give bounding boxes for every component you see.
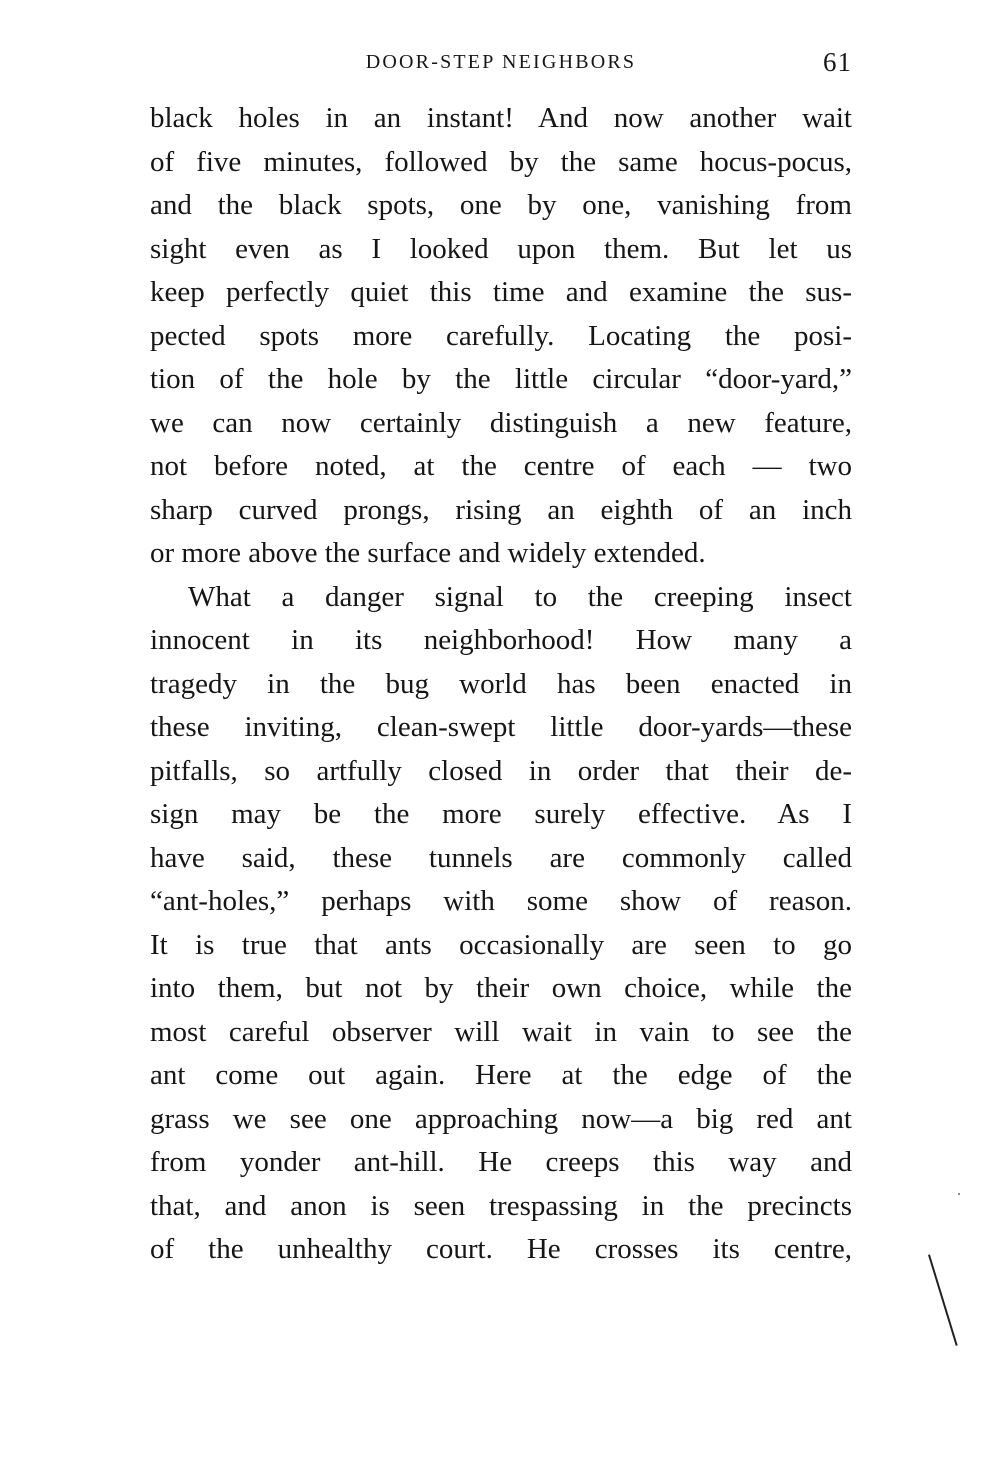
text-line: keep perfectly quiet this time and examine the sus- bbox=[150, 276, 852, 308]
text-line: most careful observer will wait in vain to see the bbox=[150, 1015, 852, 1048]
text-line: have said, these tunnels are commonly called bbox=[150, 841, 852, 874]
text-line: or more above the surface and widely extended. bbox=[150, 537, 706, 569]
running-head bbox=[150, 44, 852, 80]
text-line: black holes in an instant! And now another wait bbox=[150, 102, 852, 134]
text-line: innocent in its neighborhood! How many a bbox=[150, 624, 852, 656]
text-line: “ant-holes,” perhaps with some show of reason. bbox=[150, 885, 852, 917]
body-text bbox=[150, 97, 852, 1272]
text-line: pected spots more carefully. Locating the posi- bbox=[150, 319, 852, 352]
text-line: that, and anon is seen trespassing in the precincts bbox=[150, 1189, 852, 1222]
text-line: sight even as I looked upon them. But let us bbox=[150, 232, 852, 265]
scan-speck bbox=[958, 1193, 960, 1195]
text-line: tragedy in the bug world has been enacted in bbox=[150, 667, 852, 700]
paragraph-first-line: What a danger signal to the creeping insect bbox=[188, 580, 852, 613]
text-line: into them, but not by their own choice, while the bbox=[150, 972, 852, 1004]
text-line: It is true that ants occasionally are seen to go bbox=[150, 928, 852, 961]
text-line: tion of the hole by the little circular “door-yard,” bbox=[150, 363, 852, 395]
text-line: grass we see one approaching now—a big red ant bbox=[150, 1102, 852, 1135]
text-line: and the black spots, one by one, vanishing from bbox=[150, 189, 852, 221]
page-number: 61 bbox=[823, 47, 852, 77]
text-line: of five minutes, followed by the same hocus-pocus, bbox=[150, 145, 852, 178]
text-line: sharp curved prongs, rising an eighth of an inch bbox=[150, 493, 852, 526]
text-line: from yonder ant-hill. He creeps this way and bbox=[150, 1146, 852, 1178]
text-line: these inviting, clean-swept little door-yards—these bbox=[150, 711, 852, 743]
running-title: DOOR-STEP NEIGHBORS bbox=[365, 51, 637, 73]
text-line: of the unhealthy court. He crosses its centre, bbox=[150, 1233, 852, 1265]
text-line: we can now certainly distinguish a new feature, bbox=[150, 406, 852, 439]
text-line: ant come out again. Here at the edge of the bbox=[150, 1059, 852, 1091]
text-line: not before noted, at the centre of each — two bbox=[150, 450, 852, 482]
scan-margin-stroke bbox=[928, 1254, 958, 1345]
text-line: pitfalls, so artfully closed in order that their de- bbox=[150, 754, 852, 787]
text-line: sign may be the more surely effective. As I bbox=[150, 798, 852, 830]
